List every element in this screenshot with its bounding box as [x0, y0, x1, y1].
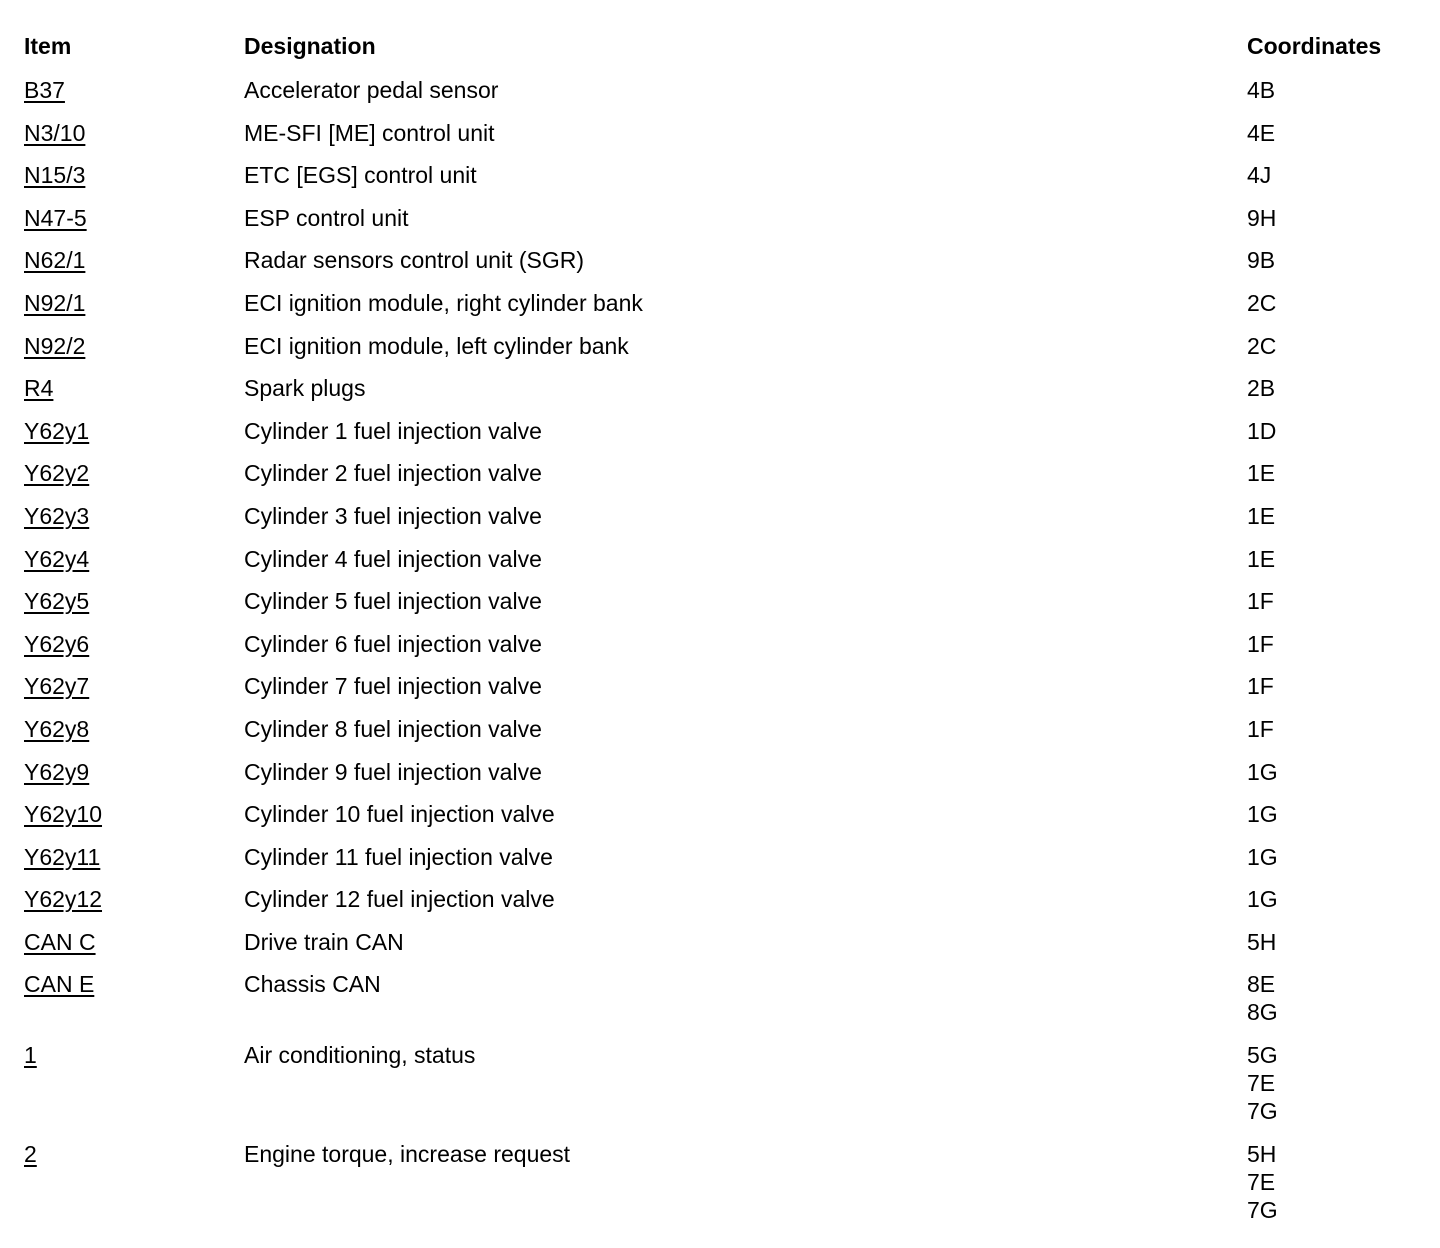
- table-row: [0, 161, 1440, 204]
- coordinate-value: 8G: [1247, 999, 1278, 1026]
- coordinates-cell: [1247, 970, 1278, 1026]
- coordinates-cell: [1247, 715, 1274, 743]
- table-row: [0, 119, 1440, 162]
- coordinates-cell: [1247, 204, 1276, 232]
- header-coordinates: Coordinates: [1247, 33, 1382, 59]
- designation-text: Cylinder 9 fuel injection valve: [244, 758, 542, 785]
- coordinate-value: 1G: [1247, 801, 1278, 828]
- item-link[interactable]: Y62y2: [24, 460, 90, 487]
- coordinate-value: 2C: [1247, 332, 1277, 359]
- table-row: [0, 800, 1440, 843]
- coordinates-cell: [1247, 161, 1271, 189]
- coordinates-cell: [1247, 1041, 1278, 1125]
- coordinates-cell: [1247, 76, 1275, 104]
- item-link[interactable]: 1: [24, 1042, 37, 1069]
- table-row: [0, 970, 1440, 1041]
- coordinate-value: 1G: [1247, 843, 1278, 870]
- item-link[interactable]: Y62y5: [24, 588, 90, 615]
- coordinate-value: 5G: [1247, 1042, 1278, 1069]
- coordinate-value: 1F: [1247, 715, 1274, 742]
- table-row: [0, 459, 1440, 502]
- coordinate-value: 5H: [1247, 928, 1277, 955]
- coordinate-value: 2B: [1247, 375, 1276, 402]
- table-row: [0, 76, 1440, 119]
- table-row: [0, 885, 1440, 928]
- coordinate-value: 1E: [1247, 545, 1276, 572]
- designation-text: Cylinder 1 fuel injection valve: [244, 417, 542, 444]
- table-row: [0, 374, 1440, 417]
- item-link[interactable]: N92/2: [24, 332, 86, 359]
- designation-text: Spark plugs: [244, 375, 366, 402]
- designation-text: Drive train CAN: [244, 928, 404, 955]
- coordinates-cell: [1247, 119, 1275, 147]
- item-link[interactable]: Y62y4: [24, 545, 90, 572]
- designation-text: Cylinder 6 fuel injection valve: [244, 630, 542, 657]
- designation-text: ME-SFI [ME] control unit: [244, 119, 495, 146]
- table-row: [0, 204, 1440, 247]
- designation-text: Cylinder 12 fuel injection valve: [244, 886, 555, 913]
- table-row: [0, 332, 1440, 375]
- coordinate-value: 7E: [1247, 1070, 1276, 1097]
- item-link[interactable]: CAN E: [24, 971, 95, 998]
- table-row: [0, 1140, 1440, 1239]
- header-designation: Designation: [244, 33, 376, 59]
- coordinate-value: 1G: [1247, 886, 1278, 913]
- designation-text: Accelerator pedal sensor: [244, 77, 499, 103]
- item-link[interactable]: Y62y3: [24, 502, 90, 529]
- coordinates-cell: [1247, 758, 1278, 786]
- coordinates-cell: [1247, 459, 1275, 487]
- designation-text: Cylinder 11 fuel injection valve: [244, 843, 553, 870]
- coordinates-cell: [1247, 246, 1275, 274]
- item-link[interactable]: N47-5: [24, 204, 87, 231]
- designation-text: ESP control unit: [244, 204, 409, 231]
- coordinate-value: 2C: [1247, 289, 1277, 316]
- table-row: [0, 502, 1440, 545]
- item-link[interactable]: Y62y6: [24, 630, 90, 657]
- table-row: [0, 587, 1440, 630]
- designation-text: Cylinder 5 fuel injection valve: [244, 588, 542, 615]
- item-link[interactable]: N3/10: [24, 119, 86, 146]
- designation-text: ETC [EGS] control unit: [244, 162, 477, 189]
- coordinates-cell: [1247, 587, 1274, 615]
- header-item: Item: [24, 33, 72, 59]
- table-row: [0, 715, 1440, 758]
- coordinates-cell: [1247, 885, 1278, 913]
- item-link[interactable]: Y62y1: [24, 417, 90, 444]
- coordinates-cell: [1247, 630, 1274, 658]
- table-row: [0, 246, 1440, 289]
- item-link[interactable]: Y62y9: [24, 758, 90, 785]
- designation-text: Chassis CAN: [244, 971, 381, 998]
- coordinates-cell: [1247, 843, 1278, 871]
- coordinate-value: 4E: [1247, 119, 1276, 146]
- item-link[interactable]: N15/3: [24, 162, 86, 189]
- coordinates-cell: [1247, 332, 1276, 360]
- table-body: [0, 76, 1440, 1239]
- coordinates-cell: [1247, 417, 1276, 445]
- coordinates-cell: [1247, 672, 1274, 700]
- coordinates-cell: [1247, 800, 1278, 828]
- coordinates-cell: [1247, 928, 1276, 956]
- coordinate-value: 9B: [1247, 247, 1276, 274]
- item-link[interactable]: B37: [24, 77, 65, 103]
- table-row: [0, 417, 1440, 460]
- coordinate-value: 7E: [1247, 1169, 1276, 1196]
- coordinates-cell: [1247, 374, 1275, 402]
- coordinate-value: 7G: [1247, 1098, 1278, 1125]
- designation-text: ECI ignition module, right cylinder bank: [244, 289, 643, 316]
- item-link[interactable]: CAN C: [24, 928, 96, 955]
- item-link[interactable]: Y62y8: [24, 715, 90, 742]
- designation-text: Cylinder 10 fuel injection valve: [244, 801, 555, 828]
- item-link[interactable]: 2: [24, 1141, 37, 1168]
- coordinate-value: 1F: [1247, 588, 1274, 615]
- item-link[interactable]: Y62y10: [24, 801, 103, 828]
- table-row: [0, 1041, 1440, 1140]
- coordinate-value: 1F: [1247, 673, 1274, 700]
- table-row: [0, 758, 1440, 801]
- designation-text: Cylinder 3 fuel injection valve: [244, 502, 542, 529]
- coordinate-value: 9H: [1247, 204, 1277, 231]
- coordinate-value: 1G: [1247, 758, 1278, 785]
- coordinate-value: 7G: [1247, 1197, 1278, 1224]
- table-row: [0, 289, 1440, 332]
- coordinate-value: 1E: [1247, 502, 1276, 529]
- designation-text: Air conditioning, status: [244, 1042, 476, 1069]
- table-row: [0, 545, 1440, 588]
- item-link[interactable]: N92/1: [24, 289, 86, 316]
- designation-text: Cylinder 2 fuel injection valve: [244, 460, 542, 487]
- coordinate-value: 1D: [1247, 417, 1277, 444]
- coordinates-cell: [1247, 1140, 1278, 1224]
- designation-text: Engine torque, increase request: [244, 1141, 571, 1168]
- coordinates-cell: [1247, 545, 1275, 573]
- item-link[interactable]: Y62y12: [24, 886, 103, 913]
- coordinates-cell: [1247, 502, 1275, 530]
- coordinate-value: 4J: [1247, 162, 1272, 189]
- designation-text: Cylinder 4 fuel injection valve: [244, 545, 542, 572]
- item-link[interactable]: Y62y7: [24, 673, 90, 700]
- coordinates-cell: [1247, 289, 1276, 317]
- designation-text: ECI ignition module, left cylinder bank: [244, 332, 629, 359]
- item-link[interactable]: R4: [24, 375, 54, 402]
- coordinate-value: 8E: [1247, 971, 1276, 998]
- item-link[interactable]: Y62y11: [24, 843, 101, 870]
- designation-text: Cylinder 8 fuel injection valve: [244, 715, 542, 742]
- table-row: [0, 630, 1440, 673]
- table-row: [0, 843, 1440, 886]
- table-row: [0, 928, 1440, 971]
- coordinate-value: 1F: [1247, 630, 1274, 657]
- coordinate-value: 1E: [1247, 460, 1276, 487]
- designation-text: Radar sensors control unit (SGR): [244, 247, 585, 274]
- coordinate-value: 4B: [1247, 77, 1276, 103]
- coordinate-value: 5H: [1247, 1141, 1277, 1168]
- table-row: [0, 672, 1440, 715]
- item-link[interactable]: N62/1: [24, 247, 86, 274]
- table-header: [0, 33, 1440, 63]
- designation-text: Cylinder 7 fuel injection valve: [244, 673, 542, 700]
